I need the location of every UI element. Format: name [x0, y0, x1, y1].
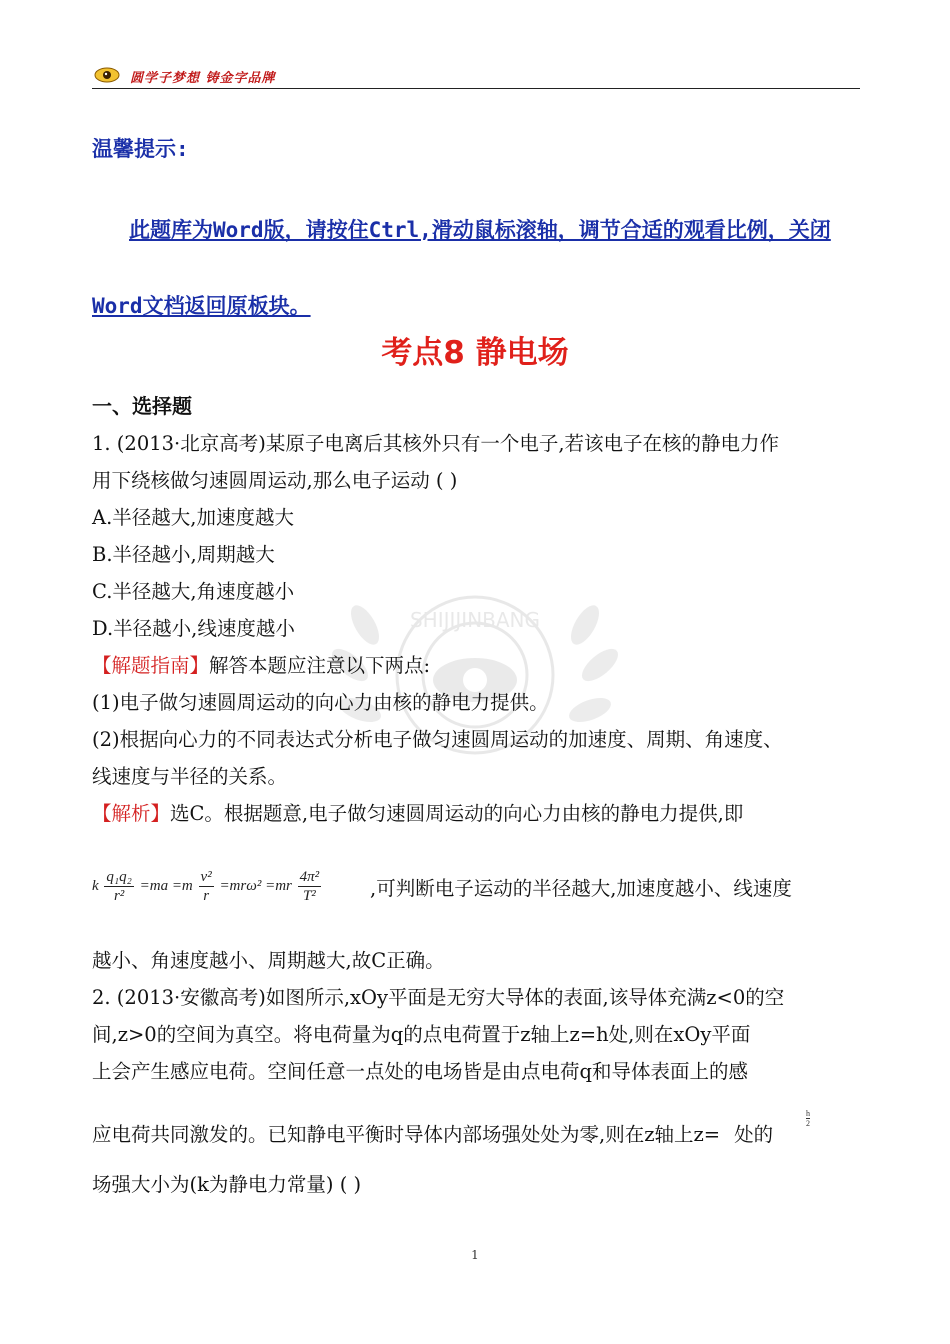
page-header — [92, 64, 860, 89]
formula-fraction-3 — [298, 868, 322, 905]
guide-text: 解答本题应注意以下两点: — [209, 654, 431, 677]
q1-analysis-after-formula: ,可判断电子运动的半径越大,加速度越小、线速度 — [370, 877, 792, 900]
section-heading: 一、选择题 — [92, 394, 192, 418]
formula-den1: r² — [113, 888, 125, 904]
eye-logo-icon — [94, 66, 120, 84]
formula-k: k — [92, 878, 99, 894]
header-slogan: 圆学子梦想 铸金字品牌 — [130, 71, 276, 86]
q1-guide-point2-line2: 线速度与半径的关系。 — [92, 765, 288, 788]
q1-guide-point1: (1)电子做匀速圆周运动的向心力由核的静电力提供。 — [92, 691, 549, 714]
q2-line5: 场强大小为(k为静电力常量) ( ) — [92, 1173, 362, 1196]
q1-option-c: C.半径越大,角速度越小 — [92, 580, 295, 603]
q1-analysis-last: 越小、角速度越小、周期越大,故C正确。 — [92, 949, 445, 972]
q2-line4-text: 应电荷共同激发的。已知静电平衡时导体内部场强处处为零,则在z轴上z= — [92, 1123, 721, 1146]
q1-guide — [92, 647, 862, 684]
formula-num3: 4π² — [299, 869, 320, 885]
q1-analysis — [92, 795, 862, 832]
watermark-text: SHIJIJINBANG — [409, 608, 541, 632]
document-title: 考点8 静电场 — [381, 335, 569, 371]
coulomb-formula — [92, 868, 323, 924]
q1-option-a: A.半径越大,加速度越大 — [92, 506, 294, 529]
q2-tiny-fraction — [806, 1109, 810, 1128]
formula-fraction-1 — [104, 868, 133, 905]
analysis-text: 选C。根据题意,电子做匀速圆周运动的向心力由核的静电力提供,即 — [170, 802, 744, 825]
q2-line2: 间,z>0的空间为真空。将电荷量为q的点电荷置于z轴上z=h处,则在xOy平面 — [92, 1023, 751, 1046]
q1-stem-line1: 1. (2013·北京高考)某原子电离后其核外只有一个电子,若该电子在核的静电力作 — [92, 432, 780, 455]
q2-tiny-num: h — [806, 1109, 810, 1118]
formula-fraction-2 — [199, 868, 214, 905]
formula-eq1: =ma =m — [139, 878, 193, 894]
formula-num2: v² — [200, 869, 212, 885]
q1-guide-point2-line1: (2)根据向心力的不同表达式分析电子做匀速圆周运动的加速度、周期、角速度、 — [92, 728, 783, 751]
q1-option-d: D.半径越小,线速度越小 — [92, 617, 295, 640]
tip-body[interactable]: 此题库为Word版，请按住Ctrl,滑动鼠标滚轴，调节合适的观看比例，关闭Word文档返回原板块。 — [92, 218, 831, 318]
formula-eq2: =mrω² =mr — [219, 878, 292, 894]
formula-num1: q₁q₂ — [106, 869, 132, 885]
formula-den2: r — [203, 888, 210, 904]
analysis-tag: 【解析】 — [92, 802, 171, 825]
q2-tiny-den: 2 — [806, 1119, 810, 1128]
q2-line4 — [92, 1116, 862, 1153]
tip-title: 温馨提示: — [92, 137, 189, 161]
page-number: 1 — [471, 1248, 479, 1262]
q2-line4-end: 处的 — [734, 1123, 774, 1146]
guide-tag: 【解题指南】 — [92, 654, 210, 677]
q1-option-b: B.半径越小,周期越大 — [92, 543, 275, 566]
q2-line3: 上会产生感应电荷。空间任意一点处的电场皆是由点电荷q和导体表面上的感 — [92, 1060, 748, 1083]
q1-stem-line2: 用下绕核做匀速圆周运动,那么电子运动 ( ) — [92, 469, 458, 492]
formula-den3: T² — [302, 888, 316, 904]
q2-line1: 2. (2013·安徽高考)如图所示,xOy平面是无穷大导体的表面,该导体充满z<0的空 — [92, 986, 785, 1009]
